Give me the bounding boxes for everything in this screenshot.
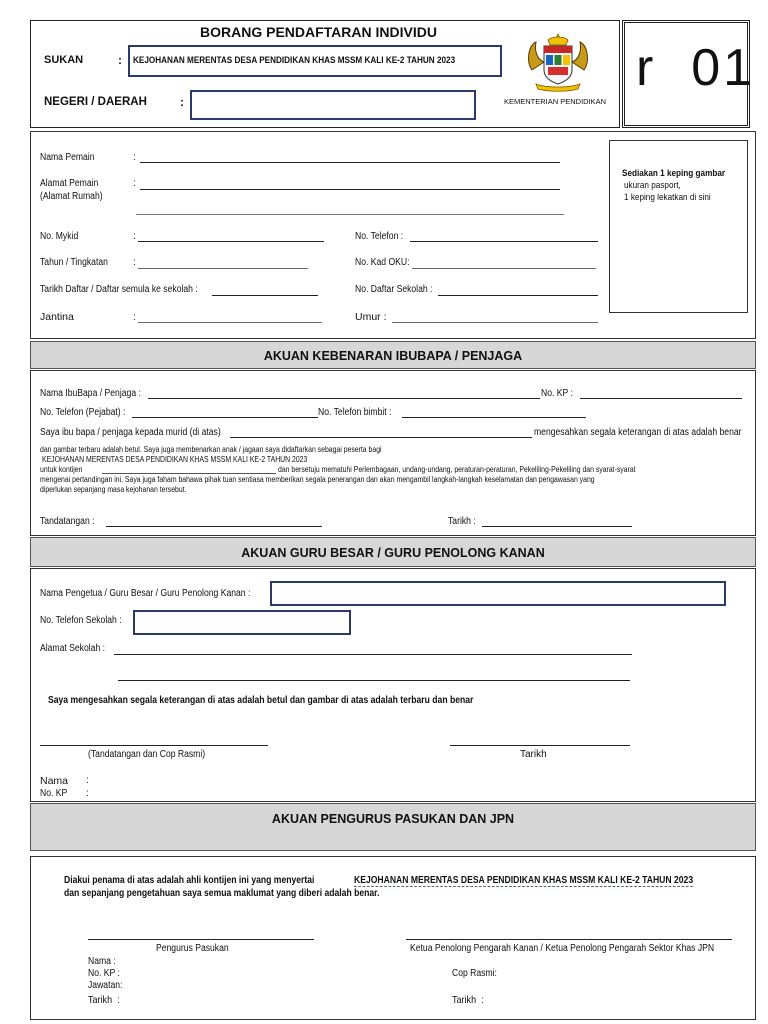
tahun-line[interactable] (138, 268, 308, 269)
jantina-colon: : (133, 312, 136, 323)
photo-instruction-3: 1 keping lekatkan di sini (624, 192, 711, 203)
nama-pemain-colon: : (133, 152, 136, 163)
photo-instruction-2: ukuran pasport, (624, 180, 681, 191)
guru-confirm: Saya mengesahkan segala keterangan di atas adalah betul dan gambar di atas adalah terbaru dan benar (48, 695, 474, 706)
telefon-label: No. Telefon : (355, 231, 404, 242)
tel-pejabat-label: No. Telefon (Pejabat) : (40, 407, 126, 418)
jantina-line[interactable] (138, 322, 322, 323)
tel-bimbit-label: No. Telefon bimbit : (318, 407, 392, 418)
parent-statement-4a: untuk kontijen (40, 465, 83, 474)
alamat-pemain-label: Alamat Pemain (40, 178, 99, 189)
jpn-kp-label: No. KP : (88, 968, 120, 979)
pengurus-label: Pengurus Pasukan (156, 943, 229, 954)
parent-nama-label: Nama IbuBapa / Penjaga : (40, 388, 141, 399)
nama-pemain-label: Nama Pemain (40, 152, 95, 163)
ministry-label: KEMENTERIAN PENDIDIKAN (504, 97, 607, 106)
parent-tandatangan-label: Tandatangan : (40, 516, 95, 527)
sukan-value: KEJOHANAN MERENTAS DESA PENDIDIKAN KHAS MSSM KALI KE-2 TAHUN 2023 (133, 55, 456, 66)
form-code: r 01 (636, 39, 756, 97)
jpn-nama-label: Nama : (88, 956, 116, 967)
mykid-line[interactable] (138, 241, 324, 242)
alamat-line-1[interactable] (140, 189, 560, 190)
jpn-section-title: AKUAN PENGURUS PASUKAN DAN JPN (271, 812, 515, 826)
parent-section-title: AKUAN KEBENARAN IBUBAPA / PENJAGA (263, 349, 523, 363)
parent-tarikh-label: Tarikh : (448, 516, 476, 527)
daftar-sekolah-label: No. Daftar Sekolah : (355, 284, 433, 295)
parent-tarikh-line[interactable] (482, 526, 632, 527)
parent-kp-line[interactable] (580, 398, 742, 399)
telefon-line[interactable] (410, 241, 598, 242)
sukan-label: SUKAN (44, 54, 84, 66)
pengurus-sign-line[interactable] (88, 939, 314, 940)
form-title: BORANG PENDAFTARAN INDIVIDU (200, 24, 437, 40)
alamat-rumah-label: (Alamat Rumah) (40, 191, 103, 202)
guru-kp-colon: : (86, 788, 89, 799)
parent-section-header (30, 341, 756, 369)
tel-bimbit-line[interactable] (402, 417, 586, 418)
umur-label: Umur : (355, 311, 387, 323)
alamat-sekolah-line-2[interactable] (118, 680, 630, 681)
parent-statement-5: mengenai pertandingan ini. Saya juga faham bahawa pihak tuan sentiasa memberikan segala penerangan dan akan mengambil langkah-langkah keselamatan dan pengawasan yang (40, 475, 595, 484)
guru-tarikh-label: Tarikh (520, 749, 547, 760)
tahun-label: Tahun / Tingkatan (40, 257, 108, 268)
guru-kp-label: No. KP (40, 788, 68, 799)
jantina-label: Jantina (40, 311, 74, 323)
alamat-pemain-colon: : (133, 178, 136, 189)
tel-sekolah-label: No. Telefon Sekolah : (40, 615, 122, 626)
alamat-line-2[interactable] (136, 214, 564, 215)
daftar-sekolah-line[interactable] (438, 295, 598, 296)
cop-rasmi-label: Cop Rasmi: (452, 968, 497, 979)
oku-label: No. Kad OKU: (355, 257, 410, 268)
guru-tarikh-line[interactable] (450, 745, 630, 746)
parent-statement-6: diperlukan sepanjang masa kejohanan tersebut. (40, 485, 187, 494)
sukan-colon: : (118, 53, 122, 67)
mykid-colon: : (133, 231, 136, 242)
parent-tandatangan-line[interactable] (106, 526, 322, 527)
guru-section-header (30, 537, 756, 567)
umur-line[interactable] (392, 322, 598, 323)
guru-sign-line[interactable] (40, 745, 268, 746)
guru-nama-colon: : (86, 775, 89, 786)
pengetua-field[interactable] (270, 581, 726, 606)
tarikh-daftar-line[interactable] (212, 295, 318, 296)
jpn-statement-b: dan sepanjang pengetahuan saya semua maklumat yang diberi adalah benar. (64, 888, 380, 899)
guru-sign-label: (Tandatangan dan Cop Rasmi) (88, 749, 206, 760)
oku-line[interactable] (412, 268, 596, 269)
tarikh-daftar-label: Tarikh Daftar / Daftar semula ke sekolah : (40, 284, 198, 295)
photo-instruction-1: Sediakan 1 keping gambar (622, 168, 726, 179)
parent-statement-4b: dan bersetuju mematuhi Perlembagaan, undang-undang, peraturan-peraturan, Pekeliling-Pekeliling dan syarat-syarat (278, 465, 636, 474)
kontijen-line[interactable] (102, 473, 276, 474)
jpn-statement-a: Diakui penama di atas adalah ahli kontijen ini yang menyertai (64, 875, 315, 886)
alamat-sekolah-line-1[interactable] (114, 654, 632, 655)
guru-section-title: AKUAN GURU BESAR / GURU PENOLONG KANAN (241, 546, 545, 560)
photo-box (609, 140, 748, 313)
parent-statement-1b: mengesahkan segala keterangan di atas adalah benar (534, 427, 742, 438)
ketua-label: Ketua Penolong Pengarah Kanan / Ketua Penolong Pengarah Sektor Khas JPN (410, 943, 715, 954)
tel-pejabat-line[interactable] (132, 417, 318, 418)
jpn-statement-event: KEJOHANAN MERENTAS DESA PENDIDIKAN KHAS MSSM KALI KE-2 TAHUN 2023 (354, 875, 694, 886)
negeri-label: NEGERI / DAERAH (44, 96, 147, 108)
parent-kp-label: No. KP : (541, 388, 573, 399)
guru-nama-label: Nama (40, 775, 69, 787)
tahun-colon: : (133, 257, 136, 268)
jpn-jawatan-label: Jawatan: (88, 980, 123, 991)
jpn-tarikh-left-label: Tarikh : (88, 994, 120, 1006)
ketua-sign-line[interactable] (406, 939, 732, 940)
parent-statement-2: dan gambar terbaru adalah betul. Saya juga membenarkan anak / jagaan saya didaftarkan sebagai peserta bagi (40, 445, 382, 454)
parent-statement-1: Saya ibu bapa / penjaga kepada murid (di atas) (40, 427, 221, 438)
pengetua-label: Nama Pengetua / Guru Besar / Guru Penolong Kanan : (40, 588, 251, 599)
tel-sekolah-field[interactable] (133, 610, 351, 635)
parent-statement-3: KEJOHANAN MERENTAS DESA PENDIDIKAN KHAS MSSM KALI KE-2 TAHUN 2023 (42, 455, 308, 464)
malaysia-coat-of-arms-icon (522, 32, 594, 92)
nama-pemain-line[interactable] (140, 162, 560, 163)
mykid-label: No. Mykid (40, 231, 79, 242)
parent-murid-line[interactable] (230, 437, 532, 438)
jpn-tarikh-right-label: Tarikh : (452, 994, 484, 1006)
alamat-sekolah-label: Alamat Sekolah : (40, 643, 106, 654)
negeri-colon: : (180, 95, 184, 109)
jpn-section-header (30, 803, 756, 851)
negeri-field[interactable] (190, 90, 476, 120)
parent-nama-line[interactable] (148, 398, 540, 399)
